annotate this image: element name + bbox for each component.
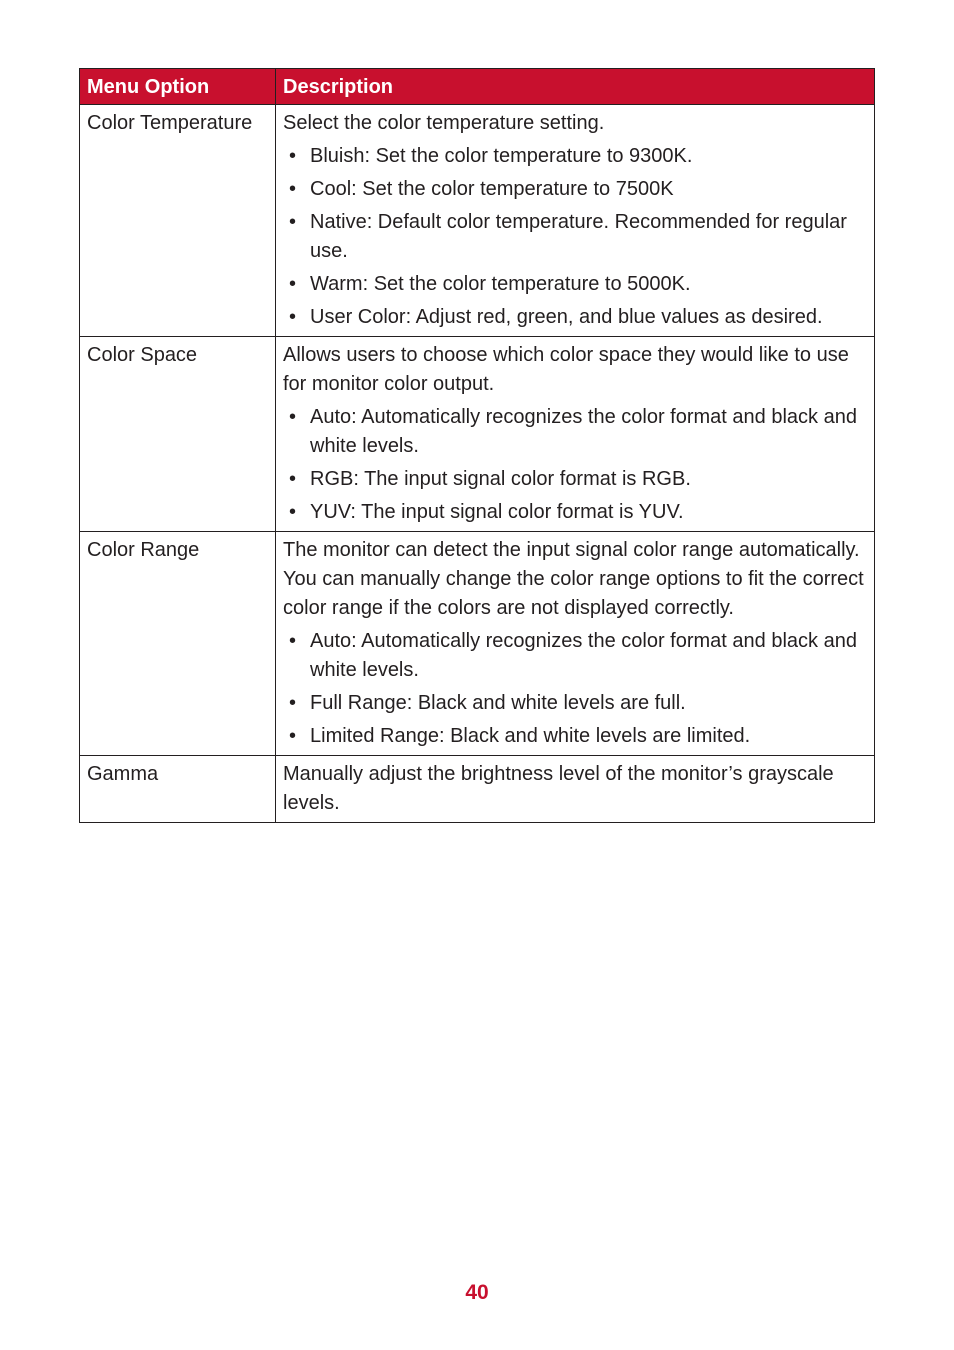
table-row: [80, 105, 875, 337]
menu-option-description: [276, 756, 875, 823]
bullet-icon: •: [289, 145, 297, 167]
menu-option-name: Gamma: [80, 756, 276, 823]
description-bullet-list: [283, 403, 868, 527]
bullet-text: RGB: The input signal color format is RGB.: [310, 468, 691, 490]
bullet-icon: •: [289, 273, 297, 295]
bullet-item: [283, 722, 868, 751]
page-number: 40: [465, 1281, 489, 1304]
description-intro: Allows users to choose which color space they would like to use for monitor color output.: [283, 344, 849, 395]
bullet-text: Warm: Set the color temperature to 5000K.: [310, 273, 691, 295]
bullet-text: Limited Range: Black and white levels are limited.: [310, 725, 751, 747]
table-row: [80, 532, 875, 756]
description-intro: Manually adjust the brightness level of the monitor’s grayscale levels.: [283, 763, 834, 814]
menu-option-name: Color Space: [80, 337, 276, 532]
table-header-row: [80, 69, 875, 105]
bullet-text: Auto: Automatically recognizes the color format and black and white levels.: [310, 630, 857, 681]
bullet-icon: •: [289, 630, 297, 652]
bullet-item: [283, 303, 868, 332]
bullet-item: [283, 627, 868, 685]
bullet-text: Cool: Set the color temperature to 7500K: [310, 178, 674, 200]
bullet-item: [283, 689, 868, 718]
bullet-text: User Color: Adjust red, green, and blue values as desired.: [310, 306, 823, 328]
bullet-item: [283, 270, 868, 299]
description-intro: The monitor can detect the input signal color range automatically. You can manually change the color range options to fit the correct color range if the colors are not displayed correctly.: [283, 539, 864, 619]
bullet-item: [283, 175, 868, 204]
table-row: [80, 337, 875, 532]
table-row: [80, 756, 875, 823]
menu-option-name: Color Range: [80, 532, 276, 756]
menu-option-description: [276, 532, 875, 756]
bullet-text: Full Range: Black and white levels are full.: [310, 692, 686, 714]
bullet-icon: •: [289, 692, 297, 714]
bullet-icon: •: [289, 501, 297, 523]
description-intro: Select the color temperature setting.: [283, 112, 605, 134]
bullet-item: [283, 208, 868, 266]
bullet-text: YUV: The input signal color format is YUV.: [310, 501, 684, 523]
bullet-item: [283, 465, 868, 494]
bullet-item: [283, 142, 868, 171]
menu-options-table: [79, 68, 875, 823]
bullet-item: [283, 403, 868, 461]
menu-option-name: Color Temperature: [80, 105, 276, 337]
bullet-text: Auto: Automatically recognizes the color format and black and white levels.: [310, 406, 857, 457]
bullet-icon: •: [289, 406, 297, 428]
bullet-text: Native: Default color temperature. Recommended for regular use.: [310, 211, 847, 262]
bullet-text: Bluish: Set the color temperature to 9300K.: [310, 145, 693, 167]
description-bullet-list: [283, 142, 868, 332]
bullet-icon: •: [289, 725, 297, 747]
menu-option-description: [276, 337, 875, 532]
header-description: Description: [276, 69, 875, 105]
bullet-icon: •: [289, 468, 297, 490]
menu-option-description: [276, 105, 875, 337]
bullet-item: [283, 498, 868, 527]
description-bullet-list: [283, 627, 868, 751]
bullet-icon: •: [289, 178, 297, 200]
header-menu-option: Menu Option: [80, 69, 276, 105]
bullet-icon: •: [289, 306, 297, 328]
bullet-icon: •: [289, 211, 297, 233]
